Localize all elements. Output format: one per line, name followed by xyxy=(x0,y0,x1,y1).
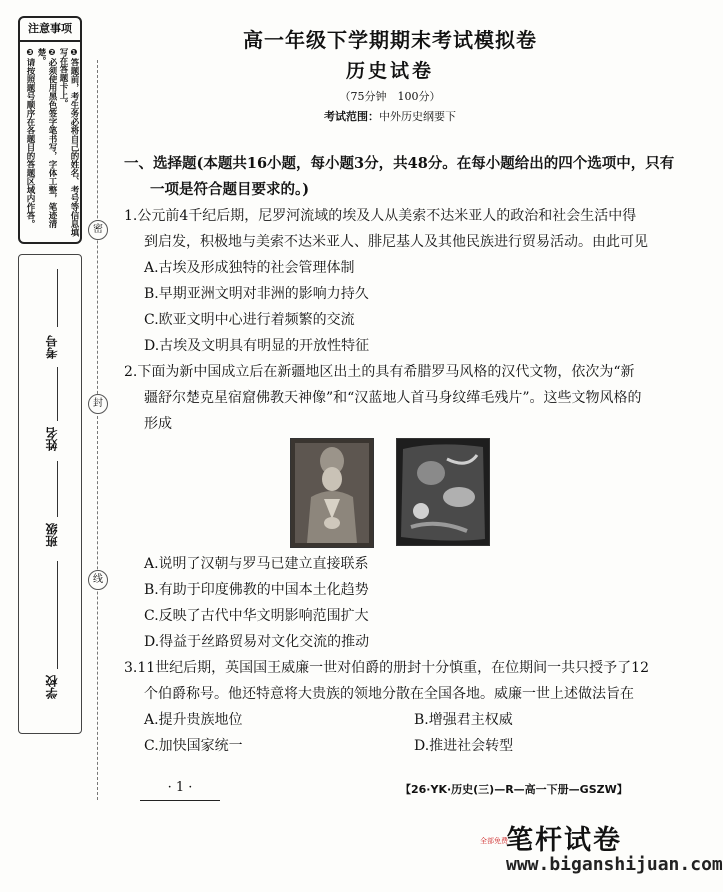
class-line xyxy=(57,461,58,517)
notice-item: ❶答题前，考生务必将自己的姓名、考号等信息填写在答题卡上。 xyxy=(58,48,79,237)
textile-fragment-image xyxy=(396,438,490,546)
notice-title: 注意事项 xyxy=(20,18,80,42)
question-3-option-c: C.加快国家统一 xyxy=(144,738,243,754)
question-2-stem: 疆舒尔楚克星宿窟佛教天神像”和“汉蓝地人首马身纹缂毛残片”。这些文物风格的 xyxy=(144,390,642,406)
watermark-name: 笔杆试卷 xyxy=(506,825,622,856)
seal-mi: 密 xyxy=(88,220,108,240)
paper-code: 【26·YK·历史(三)—R—高一下册—GSZW】 xyxy=(400,783,628,796)
subject-title: 历史试卷 xyxy=(345,60,434,82)
question-3-option-a: A.提升贵族地位 xyxy=(144,712,243,728)
name-line xyxy=(57,367,58,421)
question-1-stem: 1.公元前4千纪后期，尼罗河流域的埃及人从美索不达米亚人的政治和社会生活中得 xyxy=(124,208,637,224)
school-label: 学校 xyxy=(45,675,59,699)
question-2-option-c: C.反映了古代中华文明影响范围扩大 xyxy=(144,608,369,624)
notice-item: ❸请按照题号顺序在各题目的答题区域内作答。 xyxy=(25,48,35,228)
question-1-option-d: D.古埃及文明具有明显的开放性特征 xyxy=(144,338,370,354)
question-3-stem: 3.11世纪后期，英国国王威廉一世对伯爵的册封十分慎重，在位期间一共只授予了12 xyxy=(124,660,649,676)
seal-xian: 线 xyxy=(88,570,108,590)
question-2-option-b: B.有助于印度佛教的中国本土化趋势 xyxy=(144,582,369,598)
exam-scope xyxy=(120,108,660,124)
question-1-option-b: B.早期亚洲文明对非洲的影响力持久 xyxy=(144,286,369,302)
page-number: · 1 · xyxy=(167,780,193,795)
exam-number-line xyxy=(57,269,58,327)
student-info-box xyxy=(18,254,82,734)
question-3-stem: 个伯爵称号。他还特意将大贵族的领地分散在全国各地。威廉一世上述做法旨在 xyxy=(144,686,634,702)
section-heading-line2: 一项是符合题目要求的。) xyxy=(150,181,310,198)
exam-title: 高一年级下学期期末考试模拟卷 xyxy=(243,28,537,52)
section-heading-line1: 一、选择题(本题共16小题，每小题3分，共48分。在每小题给出的四个选项中，只有 xyxy=(124,155,675,172)
name-label: 姓名 xyxy=(45,427,59,451)
page-number-rule xyxy=(140,800,220,801)
exam-number-label: 考号 xyxy=(45,335,59,359)
question-2-stem: 形成 xyxy=(144,416,172,432)
scope-value: 中外历史纲要下 xyxy=(379,110,456,123)
question-1-option-a: A.古埃及形成独特的社会管理体制 xyxy=(144,260,355,276)
question-3-option-d: D.推进社会转型 xyxy=(414,738,514,754)
question-1-option-c: C.欧亚文明中心进行着频繁的交流 xyxy=(144,312,355,328)
question-2-option-d: D.得益于丝路贸易对文化交流的推动 xyxy=(144,634,370,650)
notice-box xyxy=(18,16,82,244)
buddhist-deity-statue-image xyxy=(290,438,374,548)
notice-item: ❷必须使用黑色签字笔书写，字体工整，笔迹清楚。 xyxy=(36,48,57,228)
binding-dashed-line xyxy=(97,60,98,800)
question-3-option-b: B.增强君主权威 xyxy=(414,712,513,728)
question-1-stem: 到启发，积极地与美索不达米亚人、腓尼基人及其他民族进行贸易活动。由此可见 xyxy=(144,234,648,250)
question-2-option-a: A.说明了汉朝与罗马已建立直接联系 xyxy=(144,556,369,572)
school-line xyxy=(57,561,58,669)
question-2-stem: 2.下面为新中国成立后在新疆地区出土的具有希腊罗马风格的汉代文物，依次为“新 xyxy=(124,364,635,380)
scope-label: 考试范围： xyxy=(324,110,379,123)
class-label: 班级 xyxy=(45,523,59,547)
watermark-tag: 全部免费 xyxy=(480,837,508,845)
watermark-url: www.biganshijuan.com xyxy=(506,854,723,875)
seal-feng: 封 xyxy=(88,394,108,414)
duration: （75分钟 100分） xyxy=(339,90,441,103)
